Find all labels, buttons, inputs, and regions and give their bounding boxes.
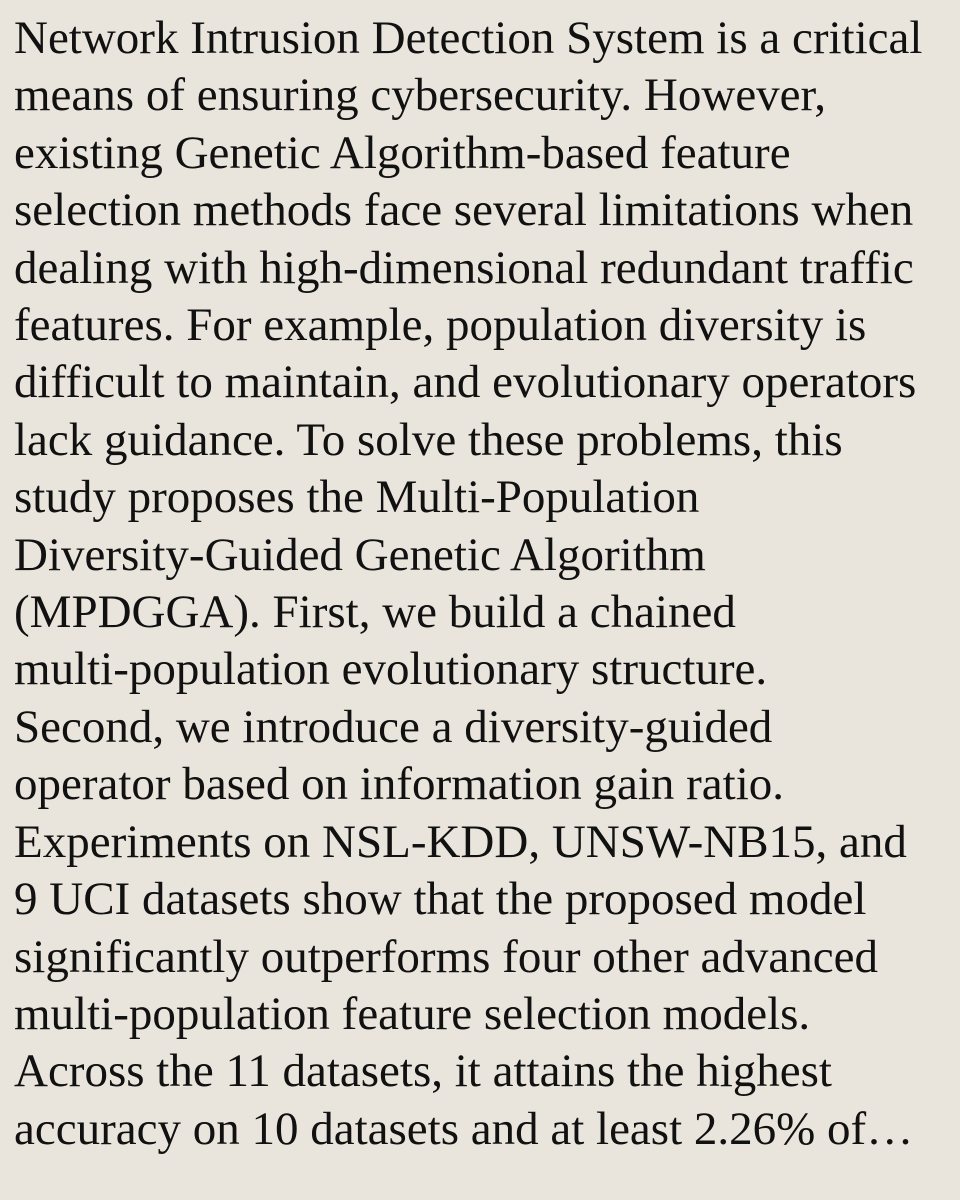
abstract-line: Second, we introduce a diversity-guided [14,700,773,753]
abstract-line: difficult to maintain, and evolutionary operators [14,356,917,409]
abstract-line: (MPDGGA). First, we build a chained [14,586,736,639]
abstract-line: accuracy on 10 datasets and at least 2.26% of… [14,1102,914,1155]
abstract-line: Across the 11 datasets, it attains the highest [14,1045,832,1098]
abstract-line: existing Genetic Algorithm-based feature [14,126,791,179]
abstract-line: Diversity-Guided Genetic Algorithm [14,528,706,581]
abstract-line: Network Intrusion Detection System is a critical [14,12,923,64]
abstract-line: Experiments on NSL-KDD, UNSW-NB15, and [14,815,907,868]
abstract-line: operator based on information gain ratio. [14,758,785,811]
abstract-line: features. For example, population diversity is [14,299,867,352]
abstract-paragraph [14,10,946,1158]
abstract-line: multi-population evolutionary structure. [14,643,768,696]
abstract-line: multi-population feature selection models. [14,987,811,1040]
abstract-line: lack guidance. To solve these problems, this [14,413,843,466]
abstract-line: selection methods face several limitations when [14,184,914,237]
abstract-line: 9 UCI datasets show that the proposed model [14,873,867,926]
abstract-line: study proposes the Multi-Population [14,471,700,524]
abstract-line: significantly outperforms four other advanced [14,930,878,983]
abstract-line: means of ensuring cybersecurity. However, [14,69,827,122]
abstract-line: dealing with high-dimensional redundant traffic [14,241,914,294]
